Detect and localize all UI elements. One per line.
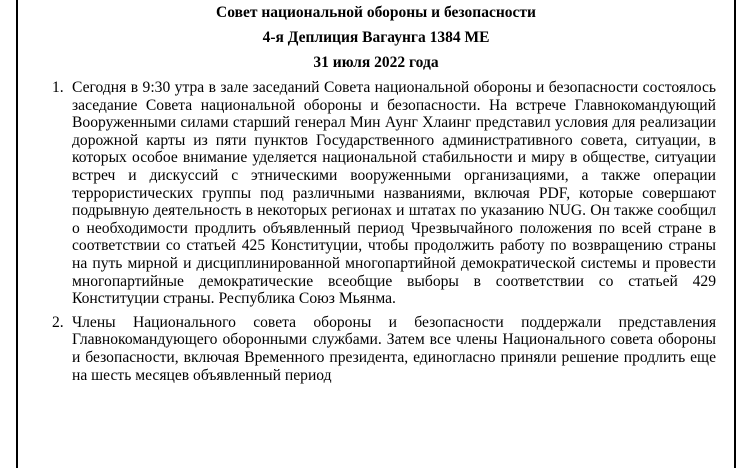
document-date: 31 июля 2022 года [313,54,439,71]
list-item [18,314,734,384]
list-item-number: 1. [52,79,64,96]
document-page [16,0,736,468]
document-subtitle: 4-я Деплиция Вагаунга 1384 ME [262,29,490,46]
council-title: Совет национальной обороны и безопасности [216,4,536,21]
list-item [18,79,734,308]
numbered-list [18,79,734,390]
list-item-text: Члены Национального совета обороны и безопасности поддержали представления Главнокомандующего оборонными службами. Затем все члены Национального совета обороны и безопасности, включая Временного президента, единогласно приняли решение продлить еще на шесть месяцев объявленный период [72,313,716,384]
list-item-number: 2. [52,313,64,331]
list-item-text: Сегодня в 9:30 утра в зале заседаний Совета национальной обороны и безопасности состоялось заседание Совета национальной обороны и безопасности. На встрече Главнокомандующий Вооруженными силами старший генерал Мин Аунг Хлаинг представил условия для реализации дорожной карты из пяти пунктов Государственного административного совета, ситуации, в которых особое внимание уделяется национальной стабильности и миру в обществе, ситуации встреч и дискуссий с этническими вооруженными организациями, а также операции террористических группы под различными названиями, включая PDF, которые совершают подрывную деятельность в некоторых регионах и штатах по указанию NUG. Он также сообщил о необходимости продлить объявленный период Чрезвычайного положения по всей стране в соответствии со статьей 425 Конституции, чтобы продолжить работу по возвращению страны на путь мирной и дисциплинированной многопартийной демократической системы и провести многопартийные демократические всеобщие выборы в соответствии со статьей 429 Конституции страны. Республика Союз Мьянма. [72,79,716,308]
document-header [18,0,734,75]
